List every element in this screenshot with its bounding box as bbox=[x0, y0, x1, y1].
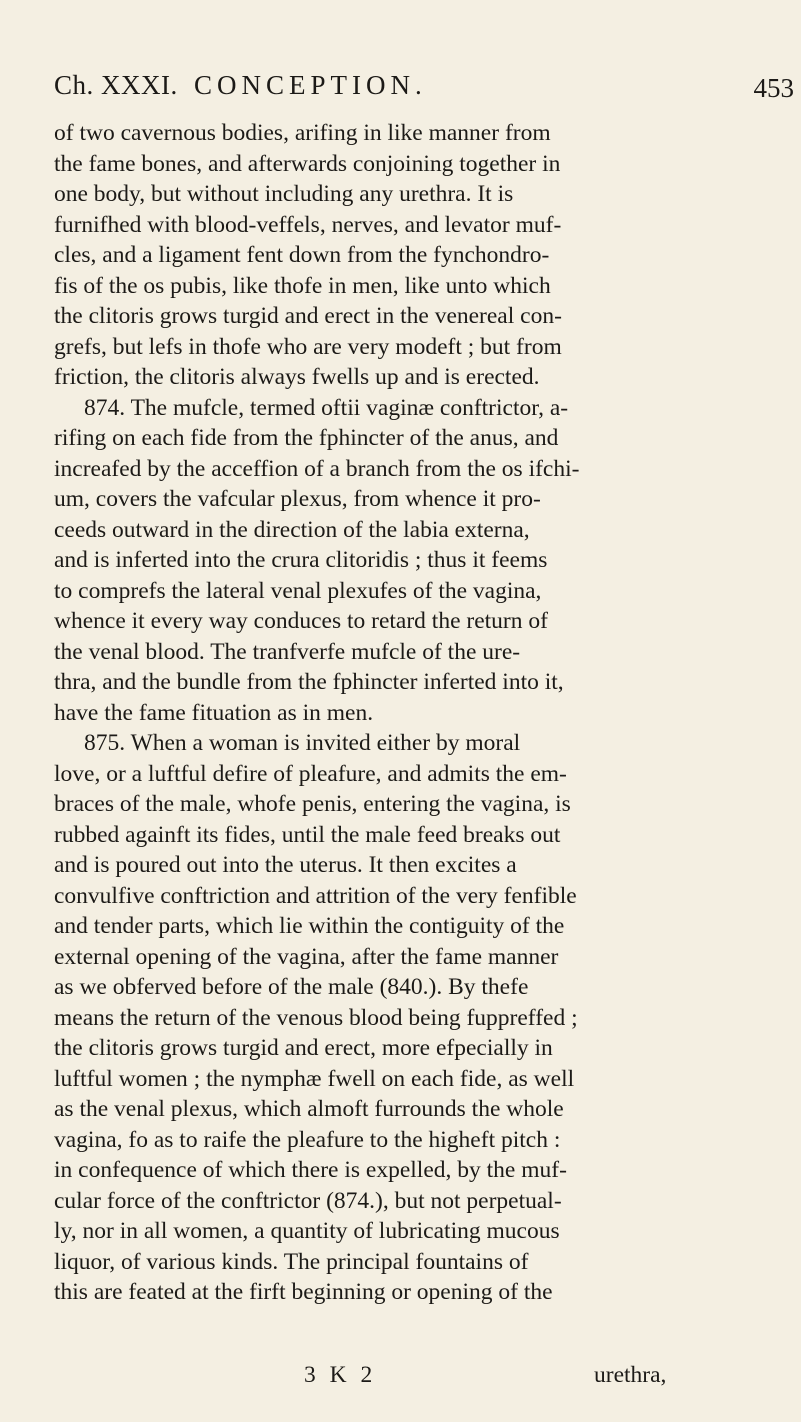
text-line: the venal blood. The tranfverfe mufcle of the ure- bbox=[54, 638, 521, 665]
text-line: in confequence of which there is expelled, by the muf- bbox=[54, 1157, 567, 1183]
paragraph-874-start: 874. The mufcle, termed oftii vaginæ conftrictor, a- bbox=[84, 394, 569, 421]
text-line: furnifhed with blood-veffels, nerves, and levator muf- bbox=[54, 211, 562, 238]
body-text bbox=[54, 118, 794, 1308]
text-line: ly, nor in all women, a quantity of lubricating mucous bbox=[54, 1218, 560, 1244]
running-title: CONCEPTION. bbox=[194, 70, 427, 100]
text-line: of two cavernous bodies, arifing in like manner from bbox=[54, 120, 551, 146]
text-line: rubbed againft its fides, until the male feed breaks out bbox=[54, 821, 561, 848]
text-line: as the venal plexus, which almoft furrounds the whole bbox=[54, 1096, 564, 1122]
text-line: rifing on each fide from the fphincter of the anus, and bbox=[54, 425, 559, 451]
text-line: and is inferted into the crura clitoridis ; thus it feems bbox=[54, 547, 548, 573]
text-line: external opening of the vagina, after the fame manner bbox=[54, 943, 559, 970]
text-line: have the fame fituation as in men. bbox=[54, 699, 374, 726]
text-line: and tender parts, which lie within the contiguity of the bbox=[54, 913, 565, 939]
signature-mark: 3 K 2 bbox=[304, 1362, 377, 1388]
text-line: ceeds outward in the direction of the labia externa, bbox=[54, 516, 530, 543]
text-line: to comprefs the lateral venal plexufes of the vagina, bbox=[54, 577, 542, 604]
text-line: love, or a luftful defire of pleafure, and admits the em- bbox=[54, 760, 567, 787]
text-line: one body, but without including any urethra. It is bbox=[54, 181, 514, 207]
text-line: liquor, of various kinds. The principal fountains of bbox=[54, 1248, 529, 1275]
text-line: as we obferved before of the male (840.). By thefe bbox=[54, 974, 529, 1000]
text-line: the fame bones, and afterwards conjoining together in bbox=[54, 150, 561, 177]
text-line: increafed by the acceffion of a branch from the os ifchi- bbox=[54, 455, 580, 482]
text-line: um, covers the vafcular plexus, from whence it pro- bbox=[54, 486, 541, 512]
text-line: and is poured out into the uterus. It then excites a bbox=[54, 852, 517, 878]
catchword: urethra, bbox=[594, 1362, 667, 1388]
text-line: luftful women ; the nymphæ fwell on each fide, as well bbox=[54, 1065, 575, 1092]
text-line: grefs, but lefs in thofe who are very modeft ; but from bbox=[54, 333, 562, 360]
text-line: convulfive conftriction and attrition of the very fenfible bbox=[54, 882, 577, 909]
text-line: fis of the os pubis, like thofe in men, like unto which bbox=[54, 272, 551, 299]
text-line: braces of the male, whofe penis, entering the vagina, is bbox=[54, 791, 571, 817]
page-number: 453 bbox=[753, 73, 794, 103]
text-line: cular force of the conftrictor (874.), but not perpetual- bbox=[54, 1187, 562, 1214]
text-line: whence it every way conduces to retard the return of bbox=[54, 608, 548, 634]
text-line: the clitoris grows turgid and erect in the venereal con- bbox=[54, 303, 562, 329]
text-line: cles, and a ligament fent down from the fynchondro- bbox=[54, 242, 550, 268]
paragraph-875-start: 875. When a woman is invited either by moral bbox=[84, 730, 521, 756]
text-line: this are feated at the firft beginning or opening of the bbox=[54, 1279, 553, 1305]
text-line: vagina, fo as to raife the pleafure to the higheft pitch : bbox=[54, 1126, 561, 1153]
chapter-label: Ch. XXXI. bbox=[54, 70, 178, 100]
text-line: friction, the clitoris always fwells up and is erected. bbox=[54, 364, 540, 390]
running-header bbox=[54, 70, 794, 110]
text-line: thra, and the bundle from the fphincter inferted into it, bbox=[54, 669, 564, 695]
text-line: means the return of the venous blood being fuppreffed ; bbox=[54, 1004, 578, 1031]
text-line: the clitoris grows turgid and erect, more efpecially in bbox=[54, 1035, 553, 1061]
